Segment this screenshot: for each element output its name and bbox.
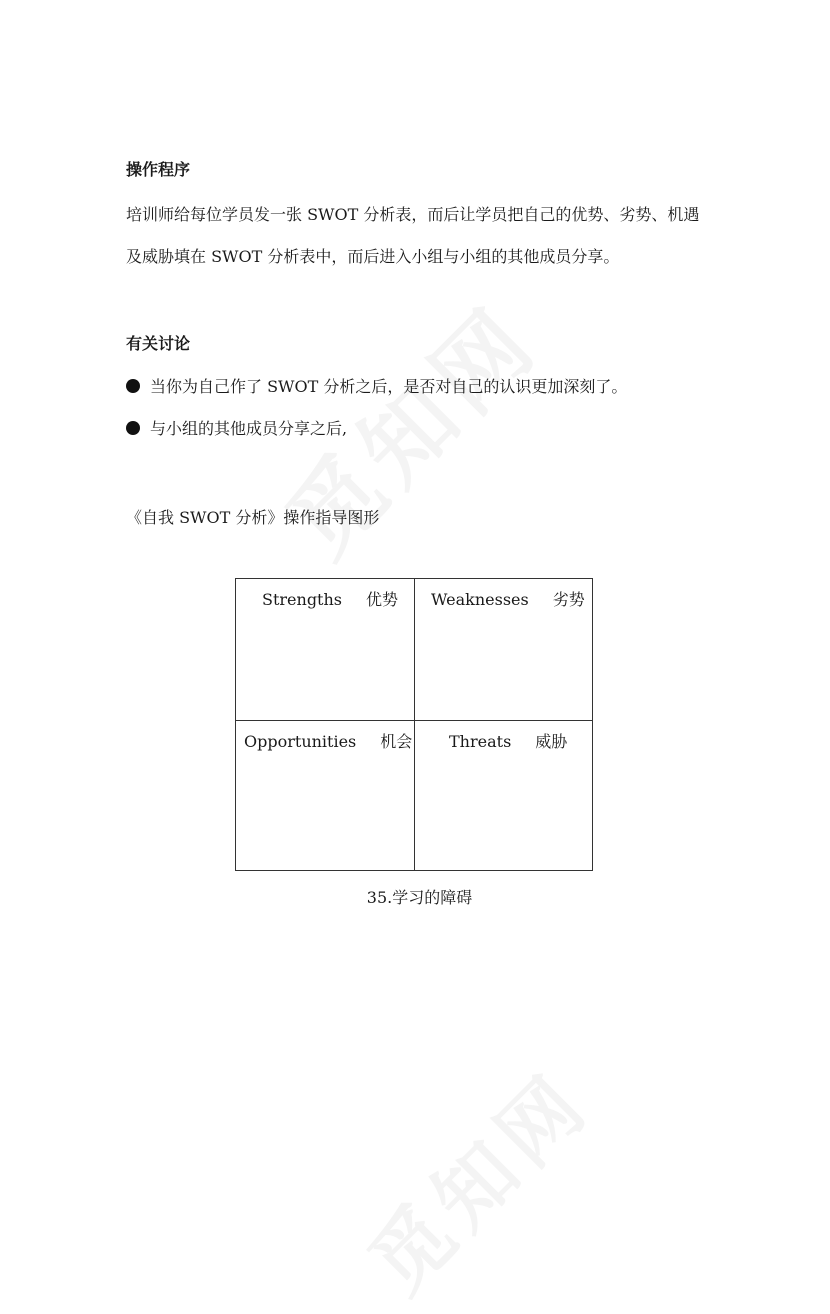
quadrant-label-zh: 优势 xyxy=(366,590,399,609)
quadrant-strengths xyxy=(262,587,398,610)
watermark-lower xyxy=(339,1041,611,1313)
discussion-heading: 有关讨论 xyxy=(126,334,191,353)
quadrant-label-en: Weaknesses xyxy=(431,590,529,609)
quadrant-weaknesses xyxy=(431,587,585,610)
quadrant-label-zh: 机会 xyxy=(380,732,413,751)
bullet-text: 当你为自己作了 SWOT 分析之后，是否对自己的认识更加深刻了。 xyxy=(150,377,628,396)
discussion-bullet-2 xyxy=(126,416,347,439)
swot-grid xyxy=(235,578,593,871)
bullet-text: 与小组的其他成员分享之后, xyxy=(150,419,348,438)
procedure-line-1: 培训师给每位学员发一张 SWOT 分析表，而后让学员把自己的优势、劣势、机遇 xyxy=(126,205,700,224)
quadrant-label-en: Threats xyxy=(449,732,512,751)
quadrant-opportunities xyxy=(244,729,412,752)
procedure-heading: 操作程序 xyxy=(126,160,191,179)
figure-title: 《自我 SWOT 分析》操作指导图形 xyxy=(126,508,380,527)
quadrant-threats xyxy=(449,729,567,752)
bullet-icon xyxy=(126,421,140,435)
quadrant-label-zh: 劣势 xyxy=(552,590,585,609)
quadrant-label-zh: 威胁 xyxy=(535,732,568,751)
quadrant-label-en: Opportunities xyxy=(244,732,357,751)
procedure-line-2: 及威胁填在 SWOT 分析表中，而后进入小组与小组的其他成员分享。 xyxy=(126,247,620,266)
grid-divider-horizontal xyxy=(236,720,592,721)
bullet-icon xyxy=(126,379,140,393)
figure-caption: 35.学习的障碍 xyxy=(366,888,473,907)
quadrant-label-en: Strengths xyxy=(262,590,342,609)
grid-divider-vertical xyxy=(414,579,415,870)
discussion-bullet-1 xyxy=(126,374,627,397)
